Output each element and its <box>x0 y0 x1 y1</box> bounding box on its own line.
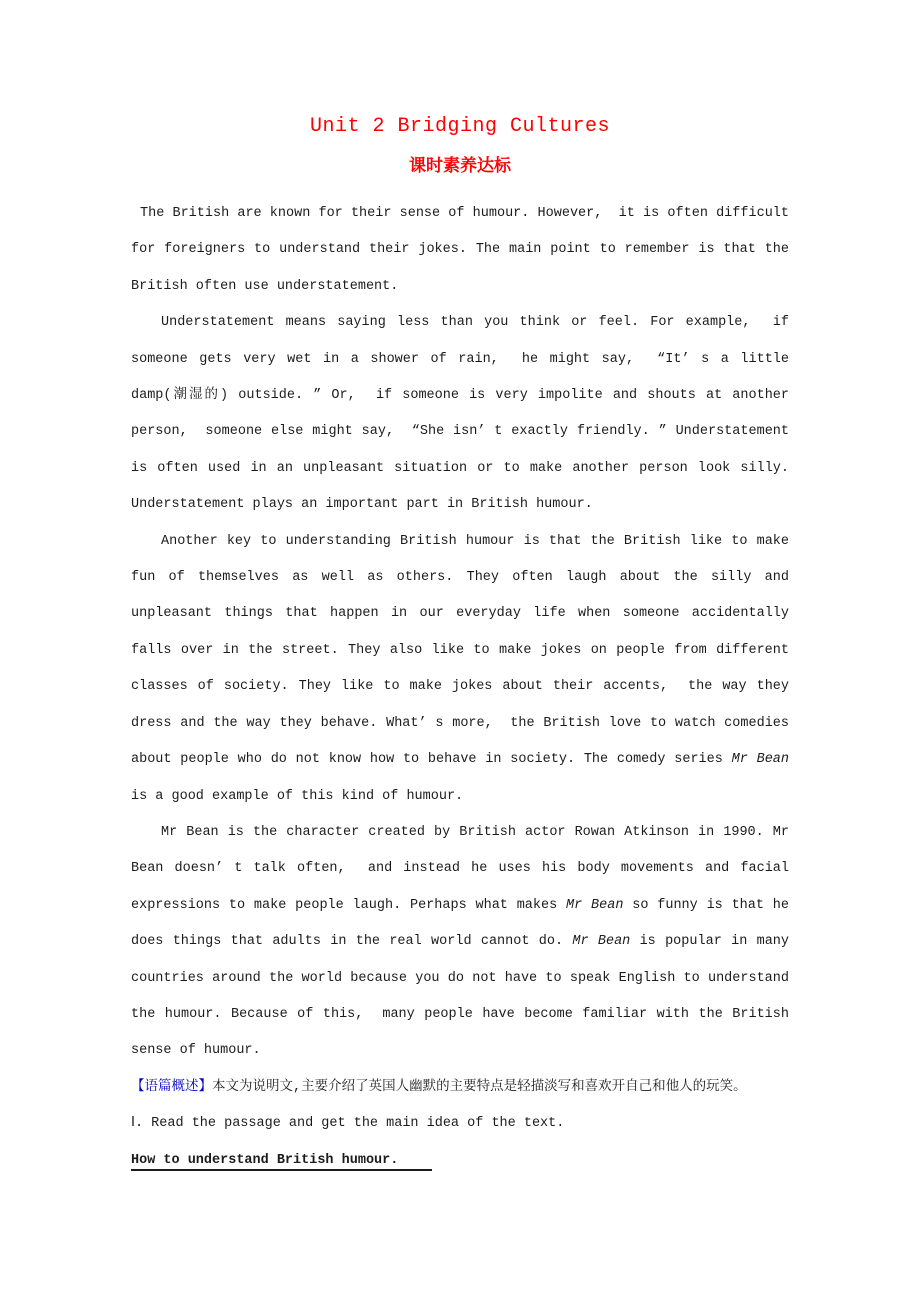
passage-paragraph-2: Understatement means saying less than you think or feel. For example, if someone gets very wet in a shower of rain, he might say, “It’ s a little damp(潮湿的) outside. ” Or, if someone is very impolite and shouts at another person, someone else might say, “She isn’ t exactly friendly. ” Understatement is often used in an unpleasant situation or to make another person look silly. Understatement plays an important part in British humour. <box>131 315 798 513</box>
task-answer: How to understand British humour. <box>131 1153 432 1171</box>
task-answer-line <box>131 1143 789 1179</box>
unit-title: Unit 2 Bridging Cultures <box>309 115 611 138</box>
lesson-subtitle: 课时素养达标 <box>409 158 511 177</box>
passage-body <box>131 196 798 1179</box>
summary-paragraph <box>131 1070 789 1106</box>
passage-paragraph-4: Mr Bean is the character created by British actor Rowan Atkinson in 1990. Mr Bean doesn’ t talk often, and instead he uses his body movements and facial expressions to make people laugh. Perhaps what makes Mr Bean so funny is that he does things that adults in the real world cannot do. Mr Bean is popular in many countries around the world because you do not have to speak English to understand the humour. Because of this, many people have become familiar with the British sense of humour. <box>131 824 798 1059</box>
passage-paragraph-1: The British are known for their sense of humour. However, it is often difficult for foreigners to understand their jokes. The main point to remember is that the British often use understatement. <box>131 206 798 294</box>
summary-text: 本文为说明文,主要介绍了英国人幽默的主要特点是轻描淡写和喜欢开自己和他人的玩笑。 <box>212 1079 747 1095</box>
summary-label: 【语篇概述】 <box>131 1079 212 1095</box>
task-instruction: Ⅰ. Read the passage and get the main idea of the text. <box>131 1116 565 1132</box>
passage-paragraph-3: Another key to understanding British humour is that the British like to make fun of themselves as well as others. They often laugh about the silly and unpleasant things that happen in our everyday life when someone accidentally falls over in the street. They also like to make jokes on people from different classes of society. They like to make jokes about their accents, the way they dress and the way they behave. What’ s more, the British love to watch comedies about people who do not know how to behave in society. The comedy series Mr Bean is a good example of this kind of humour. <box>131 533 798 804</box>
